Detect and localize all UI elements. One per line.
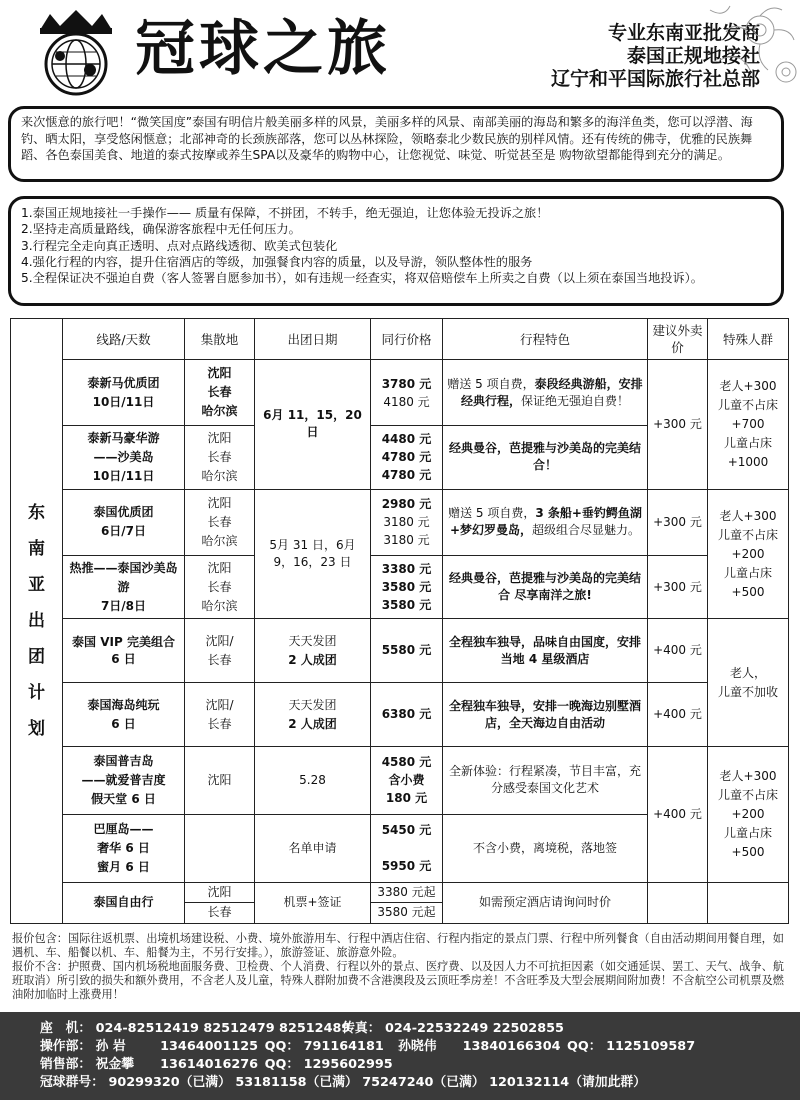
brand-title: 冠球之旅 [135,14,391,84]
price: 4480 元 [381,432,432,447]
table-row [11,683,789,747]
header [0,0,800,100]
price-cell: 5580 元 [371,619,443,683]
city: 长春 [207,905,232,920]
price-cell [371,555,443,619]
city: 沈阳/ [205,633,234,648]
city: 长春 [207,449,232,464]
operator-phone: 13464001125 [160,1039,259,1054]
suggest-cell: +300 元 [648,360,708,490]
price-cell [371,489,443,555]
tagline-agency-hq: 辽宁和平国际旅行社总部 [550,68,760,90]
side-char: 计 [28,683,45,703]
suggest-cell: +400 元 [648,619,708,683]
special-item: 儿童占床+1000 [723,435,772,469]
feature-cell: 全新体验：行程紧凑，节目丰富，充分感受泰国文化艺术 [443,746,648,814]
tour-plan-table [10,318,789,924]
city-cell [185,683,255,747]
feature-cell: 全程独车独导，安排一晚海边别墅酒店，全天海边自由活动 [443,683,648,747]
route-cell: 泰国自由行 [63,882,185,923]
date-cell [255,683,371,747]
feature-cell: 经典曼谷，芭提雅与沙美岛的完美结合！ [443,426,648,490]
special-cell [708,360,789,490]
side-char: 团 [28,647,45,667]
price: 3380 元起 [371,883,442,903]
sales-phone: 13614016276 [160,1057,259,1072]
feature-text-bold: 泰段经典游船，安排经典行程， [460,376,643,408]
route-name: 泰新马优质团 [87,375,160,390]
city: 长春 [207,385,232,400]
route-name: 泰国海岛纯玩 [87,697,160,712]
city-cell [185,426,255,490]
fax-numbers: 024-22532249 22502855 [384,1021,564,1036]
city: 沈阳 [207,366,232,381]
table-header-row [11,319,789,360]
price-notes [8,930,792,1012]
price-include-note: 报价包含：国际往返机票、出境机场建设税、小费、境外旅游用车、行程中酒店住宿、行程内指定的景点门票、行程中所列餐食（自由活动期间用餐自理，如遇机、车、船餐以机、车、船餐为主，不另行安排。），旅游签证、旅游意外险。 [12,932,784,959]
feature-cell [443,360,648,426]
city-cell [185,489,255,555]
side-char: 划 [28,719,45,739]
route-days: 假天堂 6 日 [91,791,156,806]
route-name: 巴厘岛—— [93,821,154,836]
date-cell: 6月 11，15，20日 [255,360,371,490]
feature-cell: 全程独车独导，品味自由国度，安排当地 4 星级酒店 [443,619,648,683]
price: 3580 元 [381,580,432,595]
price-cell [371,426,443,490]
route-cell [63,746,185,814]
date-cell: 5月 31 日，6月 9，16，23 日 [255,489,371,619]
sales-qq: 1295602995 [303,1057,393,1072]
city: 哈尔滨 [201,598,238,613]
date-cell [255,619,371,683]
city-cell [185,619,255,683]
route-days: 10日/11日 [92,394,155,409]
date-text: 2 人成团 [288,716,337,731]
price: 含小费 [388,773,425,788]
date-text: 2 人成团 [288,652,337,667]
special-item: 老人， [729,665,766,680]
special-item: 儿童不占床+200 [717,787,778,821]
operator-name: 孙 岩 [95,1039,126,1054]
route-name: 泰国优质团 [93,505,154,520]
route-days: 6日/7日 [100,524,147,539]
route-cell [63,683,185,747]
city: 哈尔滨 [201,468,238,483]
price: 3780 元 [381,376,432,391]
route-days: 6 日 [111,716,136,731]
price-cell: 6380 元 [371,683,443,747]
price-cell [371,882,443,923]
special-item: 儿童占床+500 [723,825,772,859]
operator-name: 孙晓伟 [398,1039,437,1054]
feature-item: 3.行程完全走向真正透明、点对点路线透彻、欧美式包装化 [21,238,338,253]
special-item: 儿童不占床+700 [717,397,778,431]
table-row [11,555,789,619]
feature-cell: 不含小费，离境税，落地签 [443,814,648,882]
operations-label: 操作部： [40,1039,92,1054]
contact-footer [0,1012,800,1100]
special-item: 老人+300 [719,378,777,393]
suggest-cell: +300 元 [648,489,708,555]
suggest-cell: +400 元 [648,683,708,747]
price: 3380 元 [381,562,432,577]
date-cell: 5.28 [255,746,371,814]
price: 5450 元 [381,823,432,838]
col-header-city: 集散地 [185,319,255,360]
city-cell [185,882,255,923]
city-cell [185,814,255,882]
route-days: 10日/11日 [92,468,155,483]
sales-name: 祝金攀 [95,1057,135,1072]
price: 5950 元 [381,859,432,874]
route-cell [63,555,185,619]
qq-label: QQ： [567,1039,602,1054]
col-header-route: 线路/天数 [63,319,185,360]
col-header-special: 特殊人群 [708,319,789,360]
side-char: 出 [28,611,45,631]
table-row [11,746,789,814]
crown-globe-logo-icon [30,6,122,98]
city: 沈阳 [207,495,232,510]
price: 3180 元 [383,533,430,548]
city: 长春 [207,716,232,731]
features-box [8,196,784,306]
city-cell [185,360,255,426]
date-cell: 机票+签证 [255,882,371,923]
city: 哈尔滨 [201,533,238,548]
special-cell [708,882,789,923]
route-days: 蜜月 6 日 [97,859,150,874]
side-char: 南 [28,539,45,559]
route-cell [63,426,185,490]
side-char: 亚 [28,575,45,595]
col-header-date: 出团日期 [255,319,371,360]
intro-box [8,106,784,182]
price: 4580 元 [381,755,432,770]
city: 哈尔滨 [201,404,238,419]
special-item: 儿童不占床+200 [717,527,778,561]
operator-qq: 1125109587 [606,1039,696,1054]
col-header-suggest: 建议外卖价 [648,319,708,360]
feature-text: 赠送 5 项自费， [448,506,536,521]
special-cell [708,489,789,619]
feature-item: 4.强化行程的内容，提升住宿酒店的等级，加强餐食内容的质量，以及导游，领队整体性的服务 [21,254,533,269]
side-char: 东 [28,503,45,523]
price: 3180 元 [383,515,430,530]
price-cell [371,814,443,882]
price-exclude-note: 报价不含：护照费、国内机场税地面服务费、卫检费、个人消费、行程以外的景点、医疗费、以及因人力不可抗拒因素（如交通延误、罢工、天气、战争、航班取消）所引致的损失和额外费用，不含老人及儿童，特殊人群附加费不含港澳段及云顶旺季房差！不含旺季及大型会展期间附加费！不含航空公司机票及燃油附加临时上涨费用！ [12,960,784,1001]
feature-cell [443,489,648,555]
special-cell [708,619,789,747]
route-days: 7日/8日 [100,598,147,613]
route-name: 泰新马豪华游 [87,430,160,445]
price: 180 元 [385,791,428,806]
route-cell [63,360,185,426]
price: 3580 元起 [377,905,436,920]
col-header-feature: 行程特色 [443,319,648,360]
table-row [11,882,789,923]
table-row [11,619,789,683]
intro-text: 来次惬意的旅行吧！“微笑国度”泰国有明信片般美丽多样的风景，美丽多样的风景、南部美丽的海岛和繁多的海洋鱼类，您可以浮潜、海钓、晒太阳，享受悠闲惬意；北部神奇的长颈族部落，您可以丛林探险，领略泰北少数民族的别样风情。还有传统的佛寺，优雅的民族舞蹈、各色泰国美食、地道的泰式按摩或养生SPA以及豪华的购物中心，让您视觉、味觉、听觉甚至是 购物欲望都能得到充分的满足。 [21,115,753,162]
group-numbers: 90299320（已满） 53181158（已满） 75247240（已满） 120132114（请加此群） [108,1075,646,1090]
route-name: ——沙美岛 [93,449,154,464]
qq-label: QQ： [264,1057,300,1072]
group-label: 冠球群号： [40,1075,104,1090]
tagline-wholesaler: 专业东南亚批发商 [607,22,760,44]
date-text: 天天发团 [288,633,337,648]
feature-item: 2.坚持走高质量路线，确保游客旅程中无任何压力。 [21,222,301,237]
price-cell [371,746,443,814]
route-cell: 泰国 VIP 完美组合 6 日 [63,619,185,683]
route-cell [63,814,185,882]
city: 长春 [207,652,232,667]
suggest-cell [648,882,708,923]
city-cell: 沈阳 [185,746,255,814]
special-cell [708,746,789,882]
phone-label: 座 机： [40,1021,92,1036]
city: 沈阳/ [205,697,234,712]
side-label [11,319,63,924]
special-item: 老人+300 [719,768,777,783]
city: 长春 [207,579,232,594]
city: 长春 [207,514,232,529]
date-text: 天天发团 [288,697,337,712]
city: 沈阳 [207,560,232,575]
feature-item: 1.泰国正规地接社一手操作—— 质量有保障，不拼团，不转手，绝无强迫，让您体验无投诉之旅！ [21,206,549,220]
price: 4780 元 [381,450,432,465]
table-row [11,360,789,426]
operator-phone: 13840166304 [462,1039,561,1054]
special-item: 老人+300 [719,508,777,523]
feature-text: 超级组合尽显魅力。 [532,523,641,538]
feature-cell: 如需预定酒店请询问时价 [443,882,648,923]
feature-text: 保证绝无强迫自费！ [521,393,630,408]
fax-label: 传真： [342,1021,381,1036]
suggest-cell: +300 元 [648,555,708,619]
route-name: 热推——泰国沙美岛游 [69,560,178,594]
tagline-ground-agent: 泰国正规地接社 [626,45,760,67]
price: 2980 元 [381,497,432,512]
city: 沈阳 [207,430,232,445]
feature-cell: 经典曼谷，芭提雅与沙美岛的完美结合 尽享南洋之旅! [443,555,648,619]
sales-label: 销售部： [40,1057,92,1072]
feature-text-bold: 3 条船+垂钓鳄鱼湖+梦幻罗曼岛， [449,506,642,538]
special-item: 儿童不加收 [717,684,778,699]
route-name: 泰国普吉岛 [93,753,154,768]
flower-decoration-icon [690,0,800,100]
phone-numbers: 024-82512419 82512479 82512489 [95,1021,351,1036]
price: 4780 元 [381,468,432,483]
city-cell [185,555,255,619]
route-days: 奢华 6 日 [97,840,150,855]
city: 沈阳 [185,883,254,903]
special-item: 儿童占床+500 [723,565,772,599]
date-cell: 名单申请 [255,814,371,882]
table-row [11,489,789,555]
qq-label: QQ： [264,1039,300,1054]
price-cell [371,360,443,426]
route-cell [63,489,185,555]
route-name: ——就爱普吉度 [81,772,166,787]
col-header-price: 同行价格 [371,319,443,360]
price: 4180 元 [383,394,430,409]
operator-qq: 791164181 [303,1039,384,1054]
price: 3580 元 [381,598,432,613]
feature-text: 赠送 5 项自费， [447,376,535,391]
feature-item: 5.全程保证决不强迫自费（客人签署自愿参加书），如有违规一经查实，将双倍赔偿车上所卖之自费（以上须在泰国当地投诉）。 [21,271,703,286]
suggest-cell: +400 元 [648,746,708,882]
